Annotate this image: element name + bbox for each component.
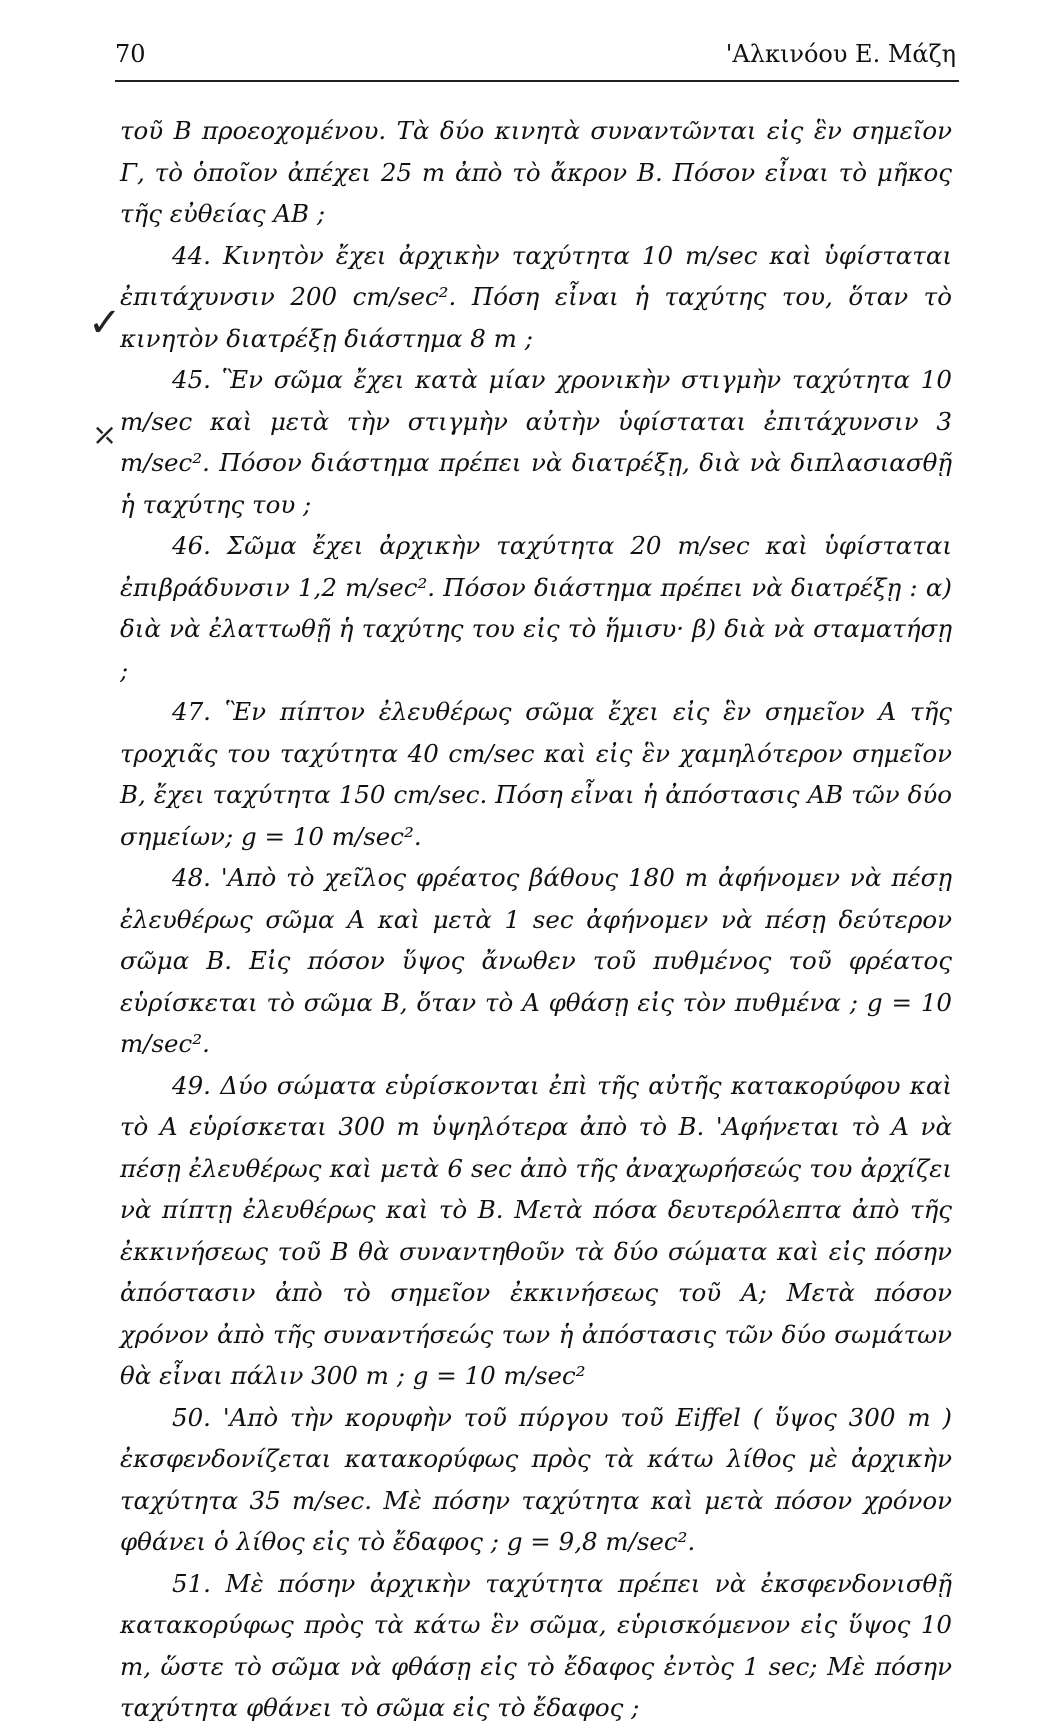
paragraph: τοῦ Β προεοχομένου. Τὰ δύο κινητὰ συναντῶνται εἰς ἓν σημεῖον Γ, τὸ ὁποῖον ἀπέχει 25 m ἀπὸ τὸ ἄκρον Β. Πόσον εἶναι τὸ μῆκος τῆς εὐθείας ΑΒ ;: [120, 116, 952, 228]
header-rule: [115, 80, 959, 82]
problem-47: 47. Ἓν πίπτον ἐλευθέρως σῶμα ἔχει εἰς ἓν σημεῖον Α τῆς τροχιᾶς του ταχύτητα 40 cm/sec καὶ εἰς ἓν χαμηλότερον σημεῖον Β, ἔχει ταχύτητα 150 cm/sec. Πόση εἶναι ἡ ἀπόστασις ΑΒ τῶν δύο σημείων; g = 10 m/sec².: [120, 697, 952, 851]
page-header: [115, 40, 956, 80]
problem-50: 50. 'Απὸ τὴν κορυφὴν τοῦ πύργου τοῦ Eiffel ( ὕψος 300 m ) ἐκσφενδονίζεται κατακορύφως πρὸς τὰ κάτω λίθος μὲ ἀρχικὴν ταχύτητα 35 m/sec. Μὲ πόσην ταχύτητα καὶ μετὰ πόσον χρόνον φθάνει ὁ λίθος εἰς τὸ ἔδαφος ; g = 9,8 m/sec².: [120, 1402, 952, 1556]
running-head: 'Αλκινόου Ε. Μάζη: [725, 40, 956, 68]
handwritten-check-mark: ✓: [88, 300, 122, 346]
problem-45: 45. Ἓν σῶμα ἔχει κατὰ μίαν χρονικὴν στιγμὴν ταχύτητα 10 m/sec καὶ μετὰ τὴν στιγμὴν αὐτὴν ὑφίσταται ἐπιτάχυνσιν 3 m/sec². Πόσον διάστημα πρέπει νὰ διατρέξῃ, διὰ νὰ διπλασιασθῇ ἡ ταχύτης του ;: [120, 365, 952, 519]
handwritten-cross-mark: ⤫: [92, 418, 118, 453]
page-number: 70: [115, 40, 146, 68]
body-text: [120, 110, 952, 1729]
problem-44: 44. Κινητὸν ἔχει ἀρχικὴν ταχύτητα 10 m/sec καὶ ὑφίσταται ἐπιτάχυνσιν 200 cm/sec². Πόση εἶναι ἡ ταχύτης του, ὅταν τὸ κινητὸν διατρέξῃ διάστημα 8 m ;: [120, 240, 952, 353]
problem-46: 46. Σῶμα ἔχει ἀρχικὴν ταχύτητα 20 m/sec καὶ ὑφίσταται ἐπιβράδυνσιν 1,2 m/sec². Πόσον διάστημα πρέπει νὰ διατρέξῃ : α) διὰ νὰ ἐλαττωθῇ ἡ ταχύτης του εἰς τὸ ἥμισυ· β) διὰ νὰ σταματήσῃ ;: [120, 531, 952, 685]
problem-49: 49. Δύο σώματα εὑρίσκονται ἐπὶ τῆς αὐτῆς κατακορύφου καὶ τὸ Α εὑρίσκεται 300 m ὑψηλότερα ἀπὸ τὸ Β. 'Αφήνεται τὸ Α νὰ πέσῃ ἐλευθέρως καὶ μετὰ 6 sec ἀπὸ τῆς ἀναχωρήσεώς του ἀρχίζει νὰ πίπτῃ ἐλευθέρως καὶ τὸ Β. Μετὰ πόσα δευτερόλεπτα ἀπὸ τῆς ἐκκινήσεως τοῦ Β θὰ συναντηθοῦν τὰ δύο σώματα καὶ εἰς πόσην ἀπόστασιν ἀπὸ τὸ σημεῖον ἐκκινήσεως τοῦ Α; Μετὰ πόσον χρόνον ἀπὸ τῆς συναντήσεώς των ἡ ἀπόστασις τῶν δύο σωμάτων θὰ εἶναι πάλιν 300 m ; g = 10 m/sec²: [120, 1070, 952, 1390]
problem-51: 51. Μὲ πόσην ἀρχικὴν ταχύτητα πρέπει νὰ ἐκσφενδονισθῇ κατακορύφως πρὸς τὰ κάτω ἓν σῶμα, εὑρισκόμενον εἰς ὕψος 10 m, ὥστε τὸ σῶμα νὰ φθάσῃ εἰς τὸ ἔδαφος ἐντὸς 1 sec; Μὲ πόσην ταχύτητα φθάνει τὸ σῶμα εἰς τὸ ἔδαφος ;: [120, 1568, 952, 1722]
problem-48: 48. 'Απὸ τὸ χεῖλος φρέατος βάθους 180 m ἀφήνομεν νὰ πέσῃ ἐλευθέρως σῶμα Α καὶ μετὰ 1 sec ἀφήνομεν νὰ πέσῃ δεύτερον σῶμα Β. Εἰς πόσον ὕψος ἄνωθεν τοῦ πυθμένος τοῦ φρέατος εὑρίσκεται τὸ σῶμα Β, ὅταν τὸ Α φθάσῃ εἰς τὸν πυθμένα ; g = 10 m/sec².: [120, 863, 952, 1058]
